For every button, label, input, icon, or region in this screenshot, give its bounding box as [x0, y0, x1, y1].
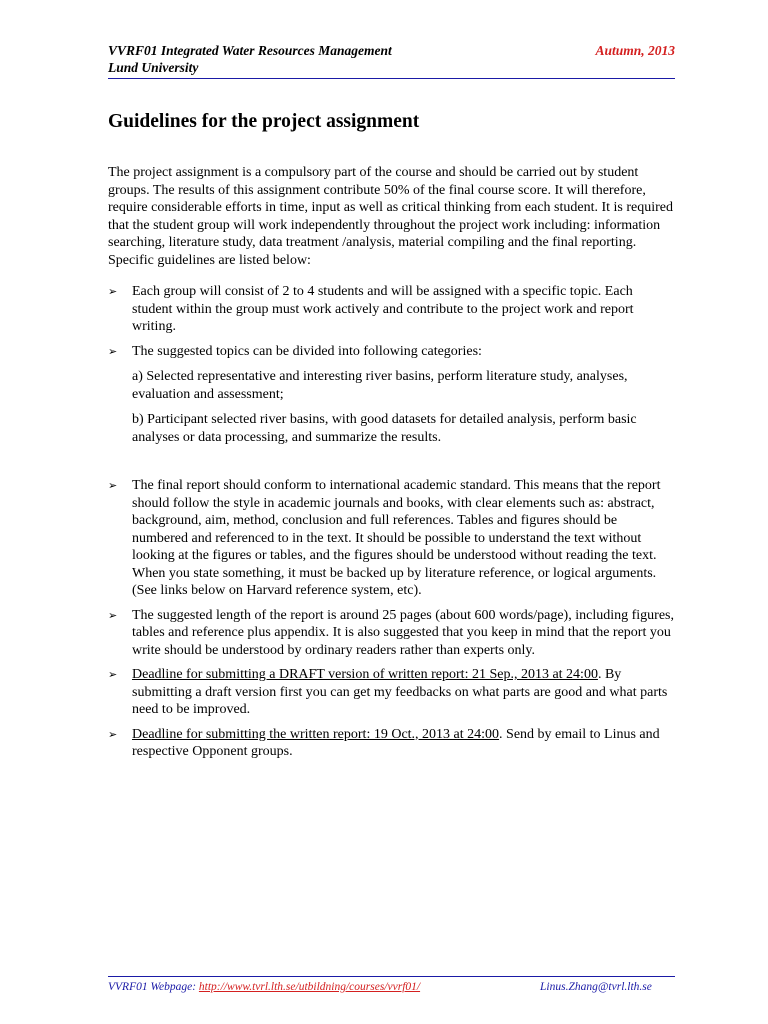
- document-body: [108, 164, 675, 768]
- page-header: [108, 42, 675, 76]
- sub-item-a: a) Selected representative and interesting river basins, perform literature study, analyses, evaluation and assessment;: [132, 369, 628, 402]
- header-divider: [108, 78, 675, 79]
- final-deadline: Deadline for submitting the written report: 19 Oct., 2013 at 24:00: [132, 726, 500, 742]
- list-item: ➢ Each group will consist of 2 to 4 students and will be assigned with a specific topic. Each student within the group must work actively and contribute to the project work and report writing.: [108, 284, 634, 334]
- intro-paragraph: The project assignment is a compulsory part of the course and should be carried out by student groups. The results of this assignment contribute 50% of the final course score. It will therefore, require considerable efforts in time, input as well as critical thinking from each student. It is required that the student group will work independently throughout the project work including: information searching, literature study, data treatment /analysis, material compiling and the final reporting. Specific guidelines are listed below:: [108, 165, 674, 268]
- arrowhead-bullet-icon: ➢: [108, 668, 118, 681]
- sub-item-b: b) Participant selected river basins, with good datasets for detailed analysis, perform basic analyses or data processing, and summarize the results.: [132, 412, 637, 445]
- page-footer: [108, 980, 675, 994]
- list-item: ➢ Deadline for submitting the written report: 19 Oct., 2013 at 24:00. Send by email to Linus and respective Opponent groups.: [108, 726, 660, 759]
- course-webpage-link[interactable]: http://www.tvrl.lth.se/utbildning/courses/vvrf01/: [198, 981, 421, 993]
- list-item: ➢ Deadline for submitting a DRAFT version of written report: 21 Sep., 2013 at 24:00. By submitting a draft version first you can get my feedbacks on what parts are good and what parts need to be improved.: [108, 667, 668, 717]
- footer-divider: [108, 976, 675, 977]
- university-name: Lund University: [108, 60, 199, 75]
- page-title: Guidelines for the project assignment: [108, 111, 420, 132]
- guideline-list: [108, 283, 675, 761]
- course-title: VVRF01 Integrated Water Resources Management: [108, 43, 392, 58]
- list-item: ➢ The suggested topics can be divided into following categories: a) Selected representative and interesting river basins, perform literature study, analyses, evaluation and assessment; b) Participant selected river basins, with good datasets for detailed analysis, perform basic analyses or data processing, and summarize the results.: [108, 343, 675, 471]
- arrowhead-bullet-icon: ➢: [108, 608, 118, 622]
- arrowhead-bullet-icon: ➢: [108, 479, 118, 492]
- list-item: ➢ The final report should conform to international academic standard. This means that the report should follow the style in academic journals and books, with clear elements such as: abstract, background, aim, method, conclusion and full references. Tables and figures should be numbered and referenced to in the text. It should be possible to understand the text without looking at the figures or tables, and the figures should be understood without reading the text. When you state something, it must be backed up by literature reference, or logical arguments. (See links below on Harvard reference system, etc).: [108, 478, 661, 598]
- arrowhead-bullet-icon: ➢: [108, 344, 118, 358]
- term-label: Autumn, 2013: [595, 43, 675, 58]
- arrowhead-bullet-icon: ➢: [108, 727, 118, 741]
- list-item: ➢ The suggested length of the report is around 25 pages (about 600 words/page), including figures, tables and reference plus appendix. It is also suggested that you keep in mind that the report you write should be understood by ordinary readers rather than experts only.: [108, 607, 674, 658]
- draft-deadline: Deadline for submitting a DRAFT version of written report: 21 Sep., 2013 at 24:00: [132, 667, 598, 682]
- contact-email[interactable]: Linus.Zhang@tvrl.lth.se: [540, 981, 652, 993]
- arrowhead-bullet-icon: ➢: [108, 285, 118, 298]
- webpage-label: VVRF01 Webpage:: [108, 981, 199, 993]
